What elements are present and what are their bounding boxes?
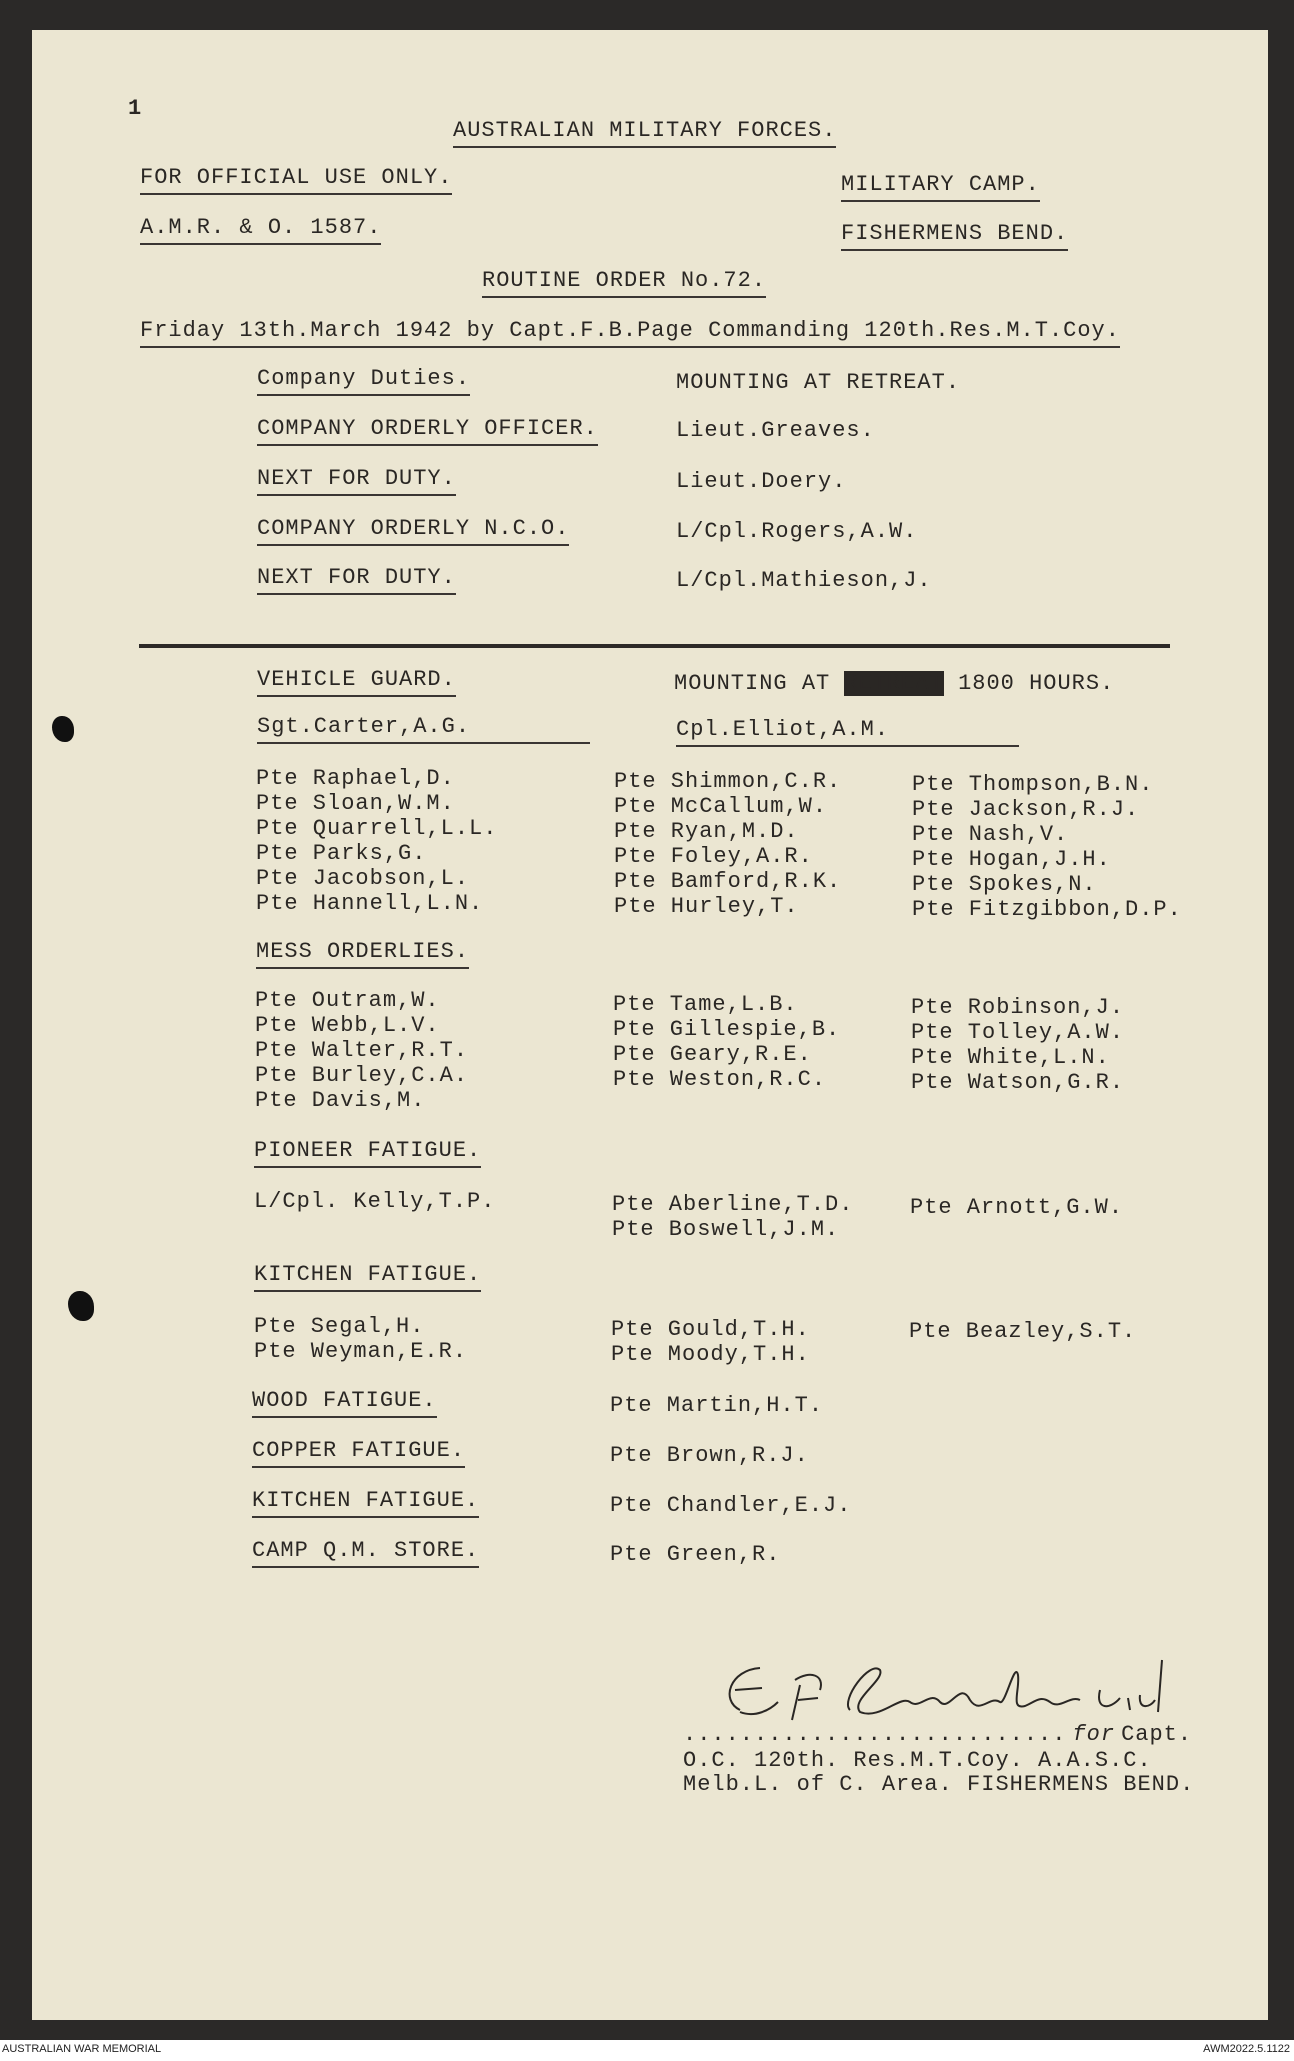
duty-value: MOUNTING AT RETREAT. [676,370,961,395]
signature-for: for [1072,1722,1116,1747]
list-item: Pte Gillespie,B. [613,1017,841,1042]
list-item: Pte Parks,G. [256,841,427,866]
assignment-value: Pte Brown,R.J. [610,1443,809,1468]
list-item: Pte Ryan,M.D. [614,819,799,844]
list-item: Pte Robinson,J. [911,995,1125,1020]
archive-credit: AUSTRALIAN WAR MEMORIAL [2,2043,162,2055]
mounting-time [674,671,1114,697]
duty-label: NEXT FOR DUTY. [257,466,456,496]
list-item: Pte Sloan,W.M. [256,791,455,816]
list-item: Pte Boswell,J.M. [612,1217,840,1242]
list-item: Pte Tame,L.B. [613,992,798,1017]
list-item: Pte Beazley,S.T. [909,1319,1137,1344]
list-item: Pte Weston,R.C. [613,1067,827,1092]
list-item: Pte Hogan,J.H. [912,847,1111,872]
list-item: Pte Burley,C.A. [255,1063,469,1088]
list-item: Pte White,L.N. [911,1045,1110,1070]
duty-value: Lieut.Doery. [676,469,847,494]
assignment-value: Pte Martin,H.T. [610,1393,824,1418]
duty-label: COMPANY ORDERLY OFFICER. [257,416,598,446]
list-item: Pte Aberline,T.D. [612,1192,854,1217]
name-list [909,1319,1136,1345]
duty-label: NEXT FOR DUTY. [257,565,456,595]
name-list [254,1189,495,1215]
list-item: Pte Geary,R.E. [613,1042,812,1067]
list-item: Pte Hannell,L.N. [256,891,484,916]
signature-rank: Capt. [1121,1722,1193,1747]
signature-area: Melb.L. of C. Area. FISHERMENS BEND. [683,1772,1195,1797]
assignment-value: Pte Green,R. [610,1542,781,1567]
archive-reference: AWM2022.5.1122 [1203,2043,1290,2055]
list-item: Pte Fitzgibbon,D.P. [912,897,1182,922]
ink-blot [52,716,74,742]
assignment-value: Pte Chandler,E.J. [610,1493,852,1518]
list-item: Pte Weyman,E.R. [254,1339,468,1364]
name-list [911,995,1124,1095]
struck-word: RETREAT [844,671,944,696]
list-item: Pte Jackson,R.J. [912,797,1140,822]
list-item: Pte Raphael,D. [256,766,455,791]
name-list [255,988,468,1113]
duty-label: Company Duties. [257,366,470,396]
name-list [910,1195,1123,1221]
ink-blot [68,1291,94,1321]
section-divider [139,644,1170,648]
mounting-prefix: MOUNTING AT [674,671,831,696]
section-label: WOOD FATIGUE. [252,1388,437,1418]
document-title: AUSTRALIAN MILITARY FORCES. [453,118,836,148]
signature-dots: ........................... [683,1722,1067,1747]
list-item: Pte Hurley,T. [614,894,799,919]
official-use-label: FOR OFFICIAL USE ONLY. [140,165,452,195]
amr-reference: A.M.R. & O. 1587. [140,215,381,245]
section-label: PIONEER FATIGUE. [254,1138,481,1168]
signature-line [683,1722,1192,1748]
guard-corporal: Cpl.Elliot,A.M. [676,717,1019,747]
section-label: MESS ORDERLIES. [256,939,469,969]
list-item: Pte Nash,V. [912,822,1069,847]
name-list [912,772,1182,922]
list-item: Pte Watson,G.R. [911,1070,1125,1095]
list-item: Pte Thompson,B.N. [912,772,1154,797]
list-item: Pte Gould,T.H. [611,1317,810,1342]
list-item: Pte Quarrell,L.L. [256,816,498,841]
list-item: Pte Shimmon,C.R. [614,769,842,794]
list-item: Pte Outram,W. [255,988,440,1013]
name-list [254,1314,467,1364]
mounting-suffix: 1800 HOURS. [958,671,1115,696]
location-label: FISHERMENS BEND. [841,221,1068,251]
duty-value: Lieut.Greaves. [676,418,875,443]
list-item: Pte Arnott,G.W. [910,1195,1124,1220]
list-item: Pte Segal,H. [254,1314,425,1339]
list-item: L/Cpl. Kelly,T.P. [254,1189,496,1214]
name-list [613,992,840,1092]
list-item: Pte Davis,M. [255,1088,426,1113]
section-label: COPPER FATIGUE. [252,1438,465,1468]
date-line: Friday 13th.March 1942 by Capt.F.B.Page Commanding 120th.Res.M.T.Coy. [140,318,1120,348]
list-item: Pte Bamford,R.K. [614,869,842,894]
name-list [614,769,841,919]
list-item: Pte Spokes,N. [912,872,1097,897]
camp-label: MILITARY CAMP. [841,172,1040,202]
list-item: Pte Jacobson,L. [256,866,470,891]
section-label: KITCHEN FATIGUE. [252,1488,479,1518]
routine-order-number: ROUTINE ORDER No.72. [482,268,766,298]
name-list [256,766,497,916]
signature-unit: O.C. 120th. Res.M.T.Coy. A.A.S.C. [683,1748,1152,1773]
page-mark: 1 [128,96,143,121]
list-item: Pte Webb,L.V. [255,1013,440,1038]
guard-sergeant: Sgt.Carter,A.G. [257,714,590,744]
list-item: Pte Moody,T.H. [611,1342,810,1367]
list-item: Pte McCallum,W. [614,794,828,819]
section-label: VEHICLE GUARD. [257,667,456,697]
duty-value: L/Cpl.Mathieson,J. [676,568,932,593]
list-item: Pte Walter,R.T. [255,1038,469,1063]
duty-value: L/Cpl.Rogers,A.W. [676,519,918,544]
name-list [611,1317,810,1367]
name-list [612,1192,853,1242]
duty-label: COMPANY ORDERLY N.C.O. [257,516,569,546]
section-label: CAMP Q.M. STORE. [252,1538,479,1568]
section-label: KITCHEN FATIGUE. [254,1262,481,1292]
list-item: Pte Tolley,A.W. [911,1020,1125,1045]
list-item: Pte Foley,A.R. [614,844,813,869]
